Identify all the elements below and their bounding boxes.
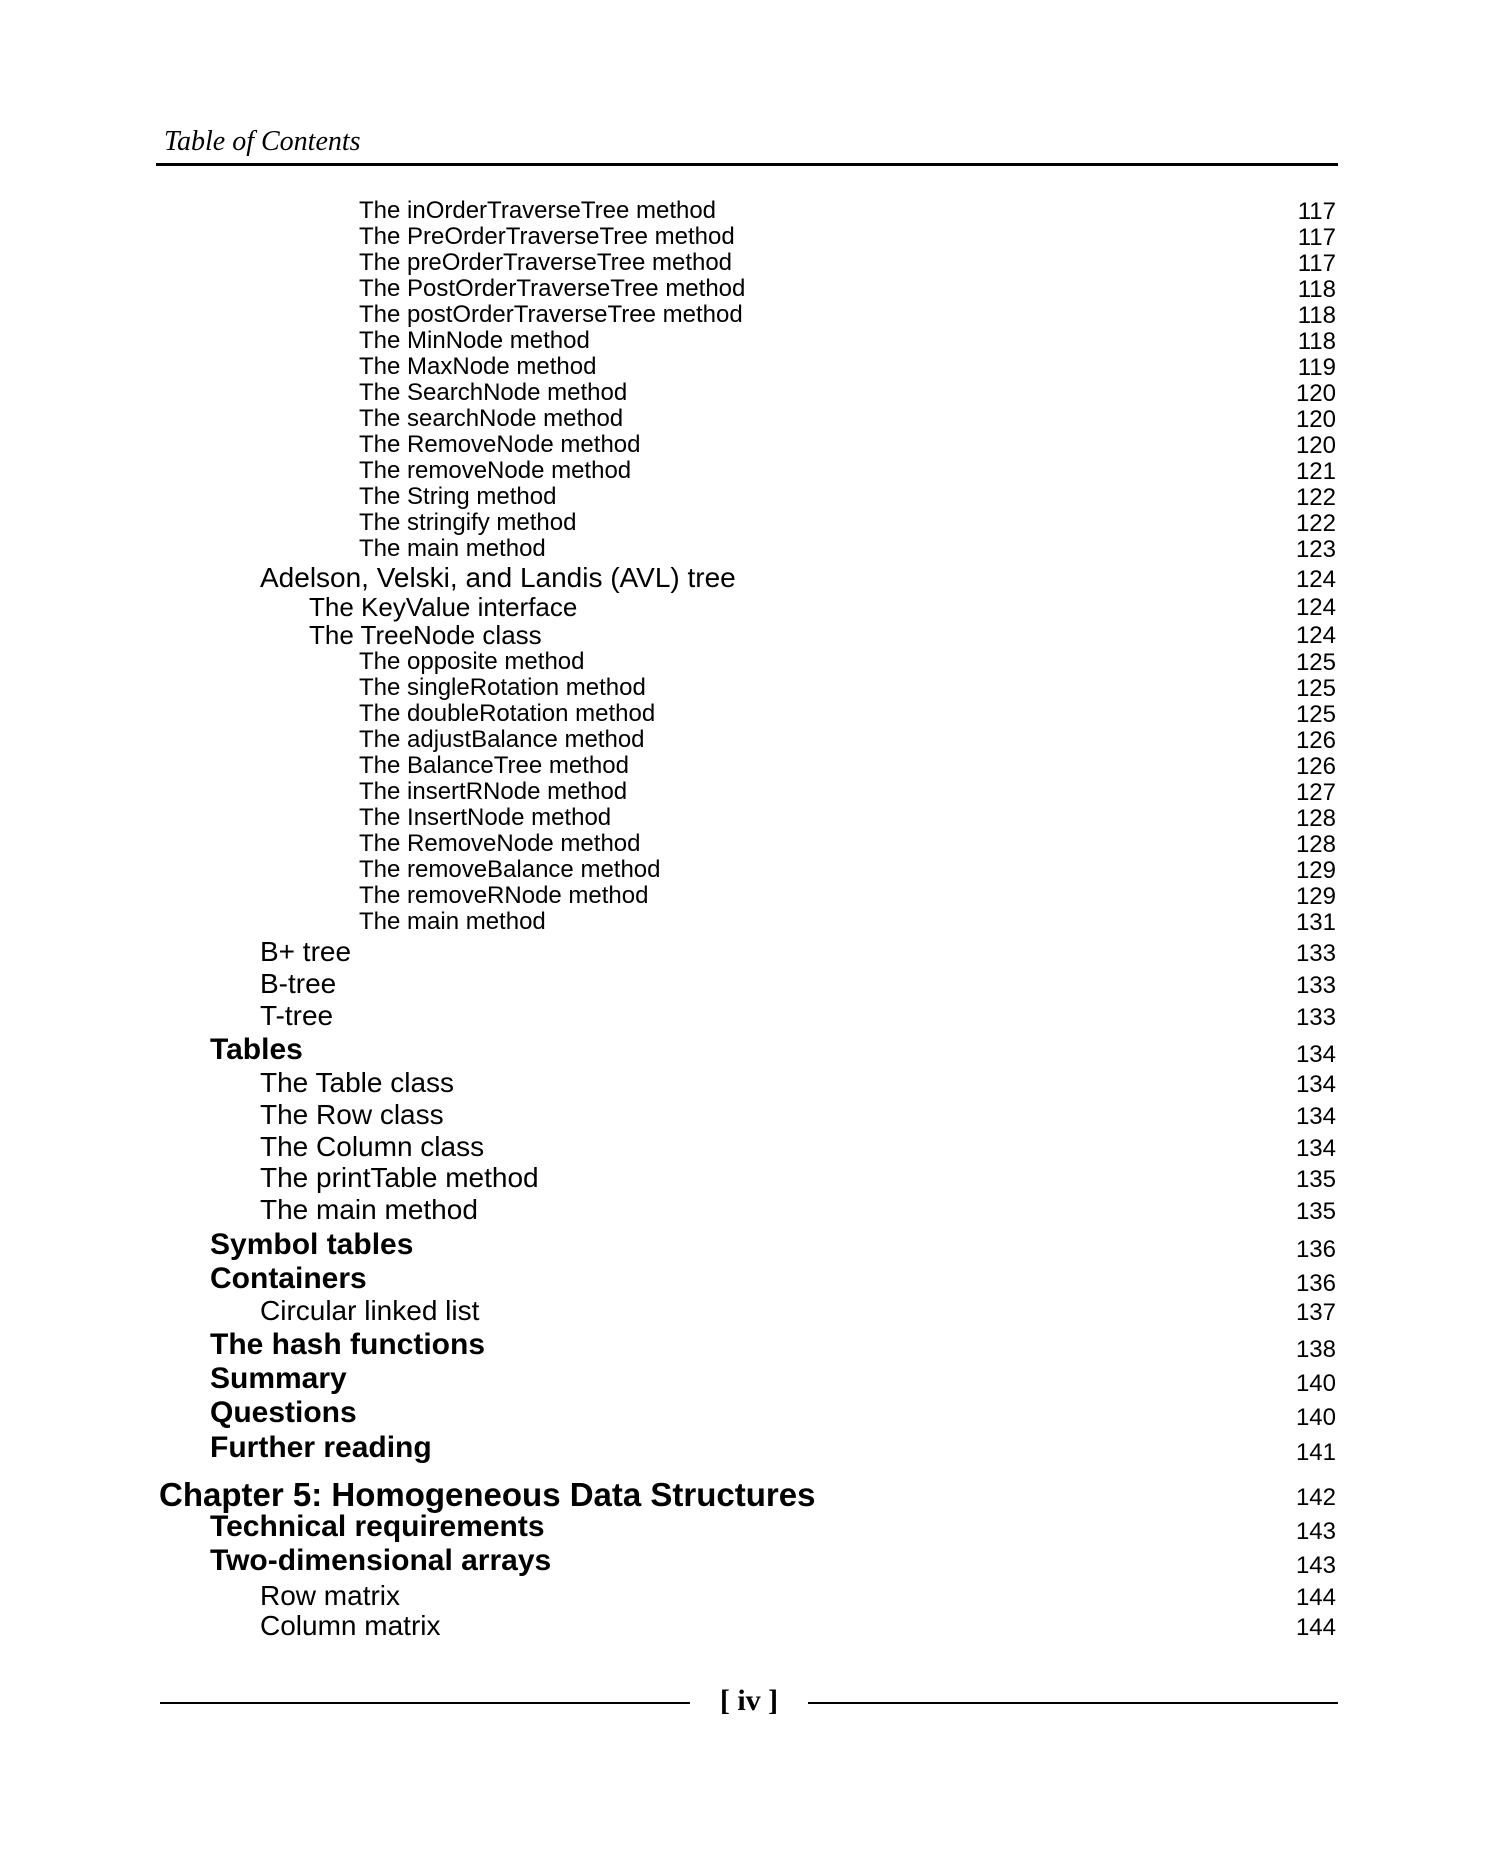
toc-entry-title: The MaxNode method <box>359 353 597 380</box>
toc-entry-page: 122 <box>1295 484 1336 511</box>
toc-entry-title: The BalanceTree method <box>359 752 629 779</box>
toc-entry-title: Containers <box>210 1262 367 1295</box>
toc-entry-title: The Row class <box>260 1099 444 1130</box>
toc-entry-page: 119 <box>1297 354 1336 381</box>
toc-entry-page: 144 <box>1295 1614 1336 1641</box>
toc-entry-page: 126 <box>1295 753 1336 780</box>
toc-entry-title: The Table class <box>260 1067 455 1098</box>
toc-entry-page: 117 <box>1297 224 1336 251</box>
toc-entry-page: 120 <box>1295 432 1336 459</box>
toc-entry-title: The PreOrderTraverseTree method <box>359 223 735 250</box>
toc-entry-title: B-tree <box>260 968 337 999</box>
toc-entry-title: The doubleRotation method <box>359 700 656 727</box>
toc-entry-title: Summary <box>210 1362 347 1395</box>
toc-entry-title: Two-dimensional arrays <box>210 1544 552 1577</box>
toc-entry-page: 136 <box>1295 1270 1336 1297</box>
toc-entry-page: 140 <box>1295 1404 1336 1431</box>
toc-entry-page: 125 <box>1295 675 1336 702</box>
footer-rule-left <box>160 1702 690 1704</box>
footer-rule-right <box>808 1702 1338 1704</box>
toc-entry-page: 131 <box>1295 909 1336 936</box>
page-number: [ iv ] <box>719 1684 779 1717</box>
toc-entry-title: The adjustBalance method <box>359 726 645 753</box>
toc-entry-title: The inOrderTraverseTree method <box>359 197 717 224</box>
toc-entry-page: 117 <box>1297 198 1336 225</box>
toc-entry-page: 136 <box>1295 1236 1336 1263</box>
toc-entry-page: 125 <box>1295 701 1336 728</box>
toc-entry-page: 120 <box>1295 406 1336 433</box>
toc-entry-title: The printTable method <box>260 1162 539 1193</box>
toc-entry-title: Technical requirements <box>210 1510 545 1543</box>
toc-entry-page: 123 <box>1295 536 1336 563</box>
toc-entry-title: Row matrix <box>260 1580 401 1611</box>
toc-entry-title: The KeyValue interface <box>309 592 578 622</box>
toc-entry-page: 134 <box>1295 1041 1336 1068</box>
toc-entry-page: 135 <box>1295 1166 1336 1193</box>
toc-entry-title: Questions <box>210 1396 357 1429</box>
toc-entry-title: The insertRNode method <box>359 778 628 805</box>
toc-entry-title: The Column class <box>260 1131 485 1162</box>
toc-entry-title: The MinNode method <box>359 327 590 354</box>
toc-entry-page: 117 <box>1297 250 1336 277</box>
toc-entry-page: 140 <box>1295 1370 1336 1397</box>
toc-entry-page: 126 <box>1295 727 1336 754</box>
toc-entry-page: 137 <box>1295 1299 1336 1326</box>
toc-entry-title: Circular linked list <box>260 1295 480 1326</box>
toc-entry-page: 124 <box>1295 594 1336 621</box>
toc-entry-page: 133 <box>1295 940 1336 967</box>
toc-entry-page: 124 <box>1295 566 1336 593</box>
toc-entry-page: 135 <box>1295 1198 1336 1225</box>
toc-entry-page: 128 <box>1295 805 1336 832</box>
toc-entry-page: 128 <box>1295 831 1336 858</box>
toc-entry-title: Adelson, Velski, and Landis (AVL) tree <box>260 562 736 593</box>
toc-entry-title: The removeNode method <box>359 457 632 484</box>
toc-entry-title: Symbol tables <box>210 1228 414 1261</box>
toc-entry-page: 118 <box>1297 328 1336 355</box>
toc-entry-title: B+ tree <box>260 936 352 967</box>
toc-entry-page: 143 <box>1295 1518 1336 1545</box>
toc-entry-page: 133 <box>1295 1004 1336 1031</box>
toc-entry-page: 129 <box>1295 857 1336 884</box>
toc-entry-title: The searchNode method <box>359 405 624 432</box>
toc-entry-page: 129 <box>1295 883 1336 910</box>
toc-entry-page: 127 <box>1295 779 1336 806</box>
toc-entry-title: T-tree <box>260 1000 334 1031</box>
toc-entry-title: The RemoveNode method <box>359 431 641 458</box>
toc-entry-page: 143 <box>1295 1552 1336 1579</box>
toc-entry-title: The removeBalance method <box>359 856 661 883</box>
toc-entry-page: 142 <box>1295 1484 1336 1511</box>
toc-entry-page: 144 <box>1295 1584 1336 1611</box>
toc-entry-title: The main method <box>359 535 546 562</box>
toc-entry-title: The main method <box>260 1194 478 1225</box>
toc-entry-page: 118 <box>1297 302 1336 329</box>
toc-entry-page: 120 <box>1295 380 1336 407</box>
toc-entry-page: 125 <box>1295 649 1336 676</box>
toc-entry-page: 134 <box>1295 1103 1336 1130</box>
toc-entry-title: The preOrderTraverseTree method <box>359 249 733 276</box>
toc-entry-title: The TreeNode class <box>309 620 542 650</box>
toc-entry-title: Chapter 5: Homogeneous Data Structures <box>159 1476 816 1513</box>
toc-entry-title: The singleRotation method <box>359 674 646 701</box>
toc-entry-title: Further reading <box>210 1431 432 1464</box>
toc-entry-page: 138 <box>1295 1336 1336 1363</box>
toc-entry-page: 141 <box>1295 1439 1336 1466</box>
toc-entry-title: The postOrderTraverseTree method <box>359 301 743 328</box>
toc-entry-title: The String method <box>359 483 557 510</box>
toc-entry-title: The removeRNode method <box>359 882 649 909</box>
toc-entry-title: The stringify method <box>359 509 577 536</box>
toc-entry-title: The RemoveNode method <box>359 830 641 857</box>
toc-entry-page: 134 <box>1295 1135 1336 1162</box>
toc-entry-title: Column matrix <box>260 1610 441 1641</box>
toc-entry-title: The SearchNode method <box>359 379 628 406</box>
toc-entry-page: 122 <box>1295 510 1336 537</box>
toc-entry-page: 133 <box>1295 972 1336 999</box>
toc-entry-title: The hash functions <box>210 1328 486 1361</box>
toc-entry-page: 118 <box>1297 276 1336 303</box>
running-header: Table of Contents <box>164 126 361 157</box>
toc-entry-title: The main method <box>359 908 546 935</box>
toc-entry-page: 124 <box>1295 622 1336 649</box>
toc-entry-title: Tables <box>210 1033 303 1066</box>
toc-entry-title: The InsertNode method <box>359 804 612 831</box>
toc-entry-page: 134 <box>1295 1071 1336 1098</box>
toc-entry-title: The PostOrderTraverseTree method <box>359 275 746 302</box>
toc-entry-page: 121 <box>1295 458 1336 485</box>
toc-entry-title: The opposite method <box>359 648 585 675</box>
